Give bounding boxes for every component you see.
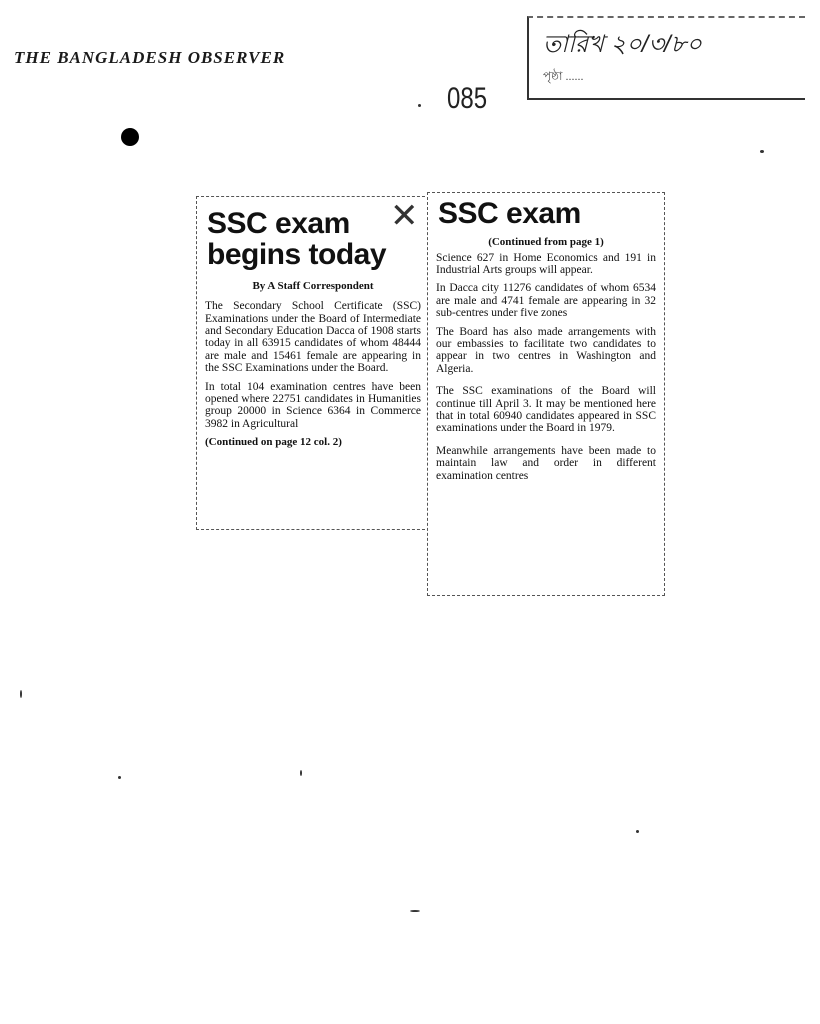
scan-speck bbox=[418, 104, 421, 107]
clipping-left bbox=[196, 196, 430, 530]
archive-stamp bbox=[527, 16, 805, 100]
left-paragraph-1: The Secondary School Certificate (SSC) Examinations under the Board of Intermediate and Secondary Education Dacca of 1908 starts today in all 63915 candidates of whom 48444 are male and 15461 female are appearing in the SSC Examinations under the Board. bbox=[205, 300, 421, 375]
continued-from-note: (Continued from page 1) bbox=[488, 235, 604, 248]
scan-speck bbox=[760, 150, 764, 153]
left-headline-line1: SSC exam bbox=[207, 207, 350, 240]
right-paragraph-1: Science 627 in Home Economics and 191 in Industrial Arts groups will appear. bbox=[436, 251, 656, 276]
scan-speck bbox=[118, 776, 121, 779]
page-number: 085 bbox=[447, 82, 488, 115]
scan-speck bbox=[20, 690, 22, 698]
cross-mark-icon: ✕ bbox=[390, 196, 419, 236]
scan-speck bbox=[636, 830, 639, 833]
right-paragraph-2: In Dacca city 11276 candidates of whom 6534 are male and 4741 female are appearing in 32 sub-centres under five zones bbox=[436, 282, 656, 320]
right-paragraph-5: Meanwhile arrangements have been made to maintain law and order in different examination centres bbox=[436, 444, 656, 482]
left-headline-line2: begins today bbox=[207, 237, 387, 271]
left-paragraph-2: In total 104 examination centres have been opened where 22751 candidates in Humanities group 20000 in Science 6364 in Commerce 3982 in Agricultural bbox=[205, 380, 421, 430]
stamp-date: তারিখ ২০/৩/৮০ bbox=[543, 31, 702, 58]
stamp-page-line: পৃষ্ঠা ...... bbox=[543, 69, 584, 83]
clipping-right bbox=[427, 192, 665, 596]
right-headline: SSC exam bbox=[438, 197, 581, 230]
byline: By A Staff Correspondent bbox=[252, 280, 374, 293]
scan-speck bbox=[300, 770, 302, 776]
right-paragraph-3: The Board has also made arrangements with our embassies to facilitate two candidates to appear in two centres in Washington and Algeria. bbox=[436, 325, 656, 375]
scan-speck bbox=[410, 910, 420, 912]
punch-hole-mark bbox=[121, 128, 139, 146]
continued-on-note: (Continued on page 12 col. 2) bbox=[205, 436, 342, 449]
right-paragraph-4: The SSC examinations of the Board will continue till April 3. It may be mentioned here that in total 60940 candidates appeared in SSC examinations under the Board in 1979. bbox=[436, 385, 656, 435]
newspaper-title: THE BANGLADESH OBSERVER bbox=[14, 48, 286, 67]
